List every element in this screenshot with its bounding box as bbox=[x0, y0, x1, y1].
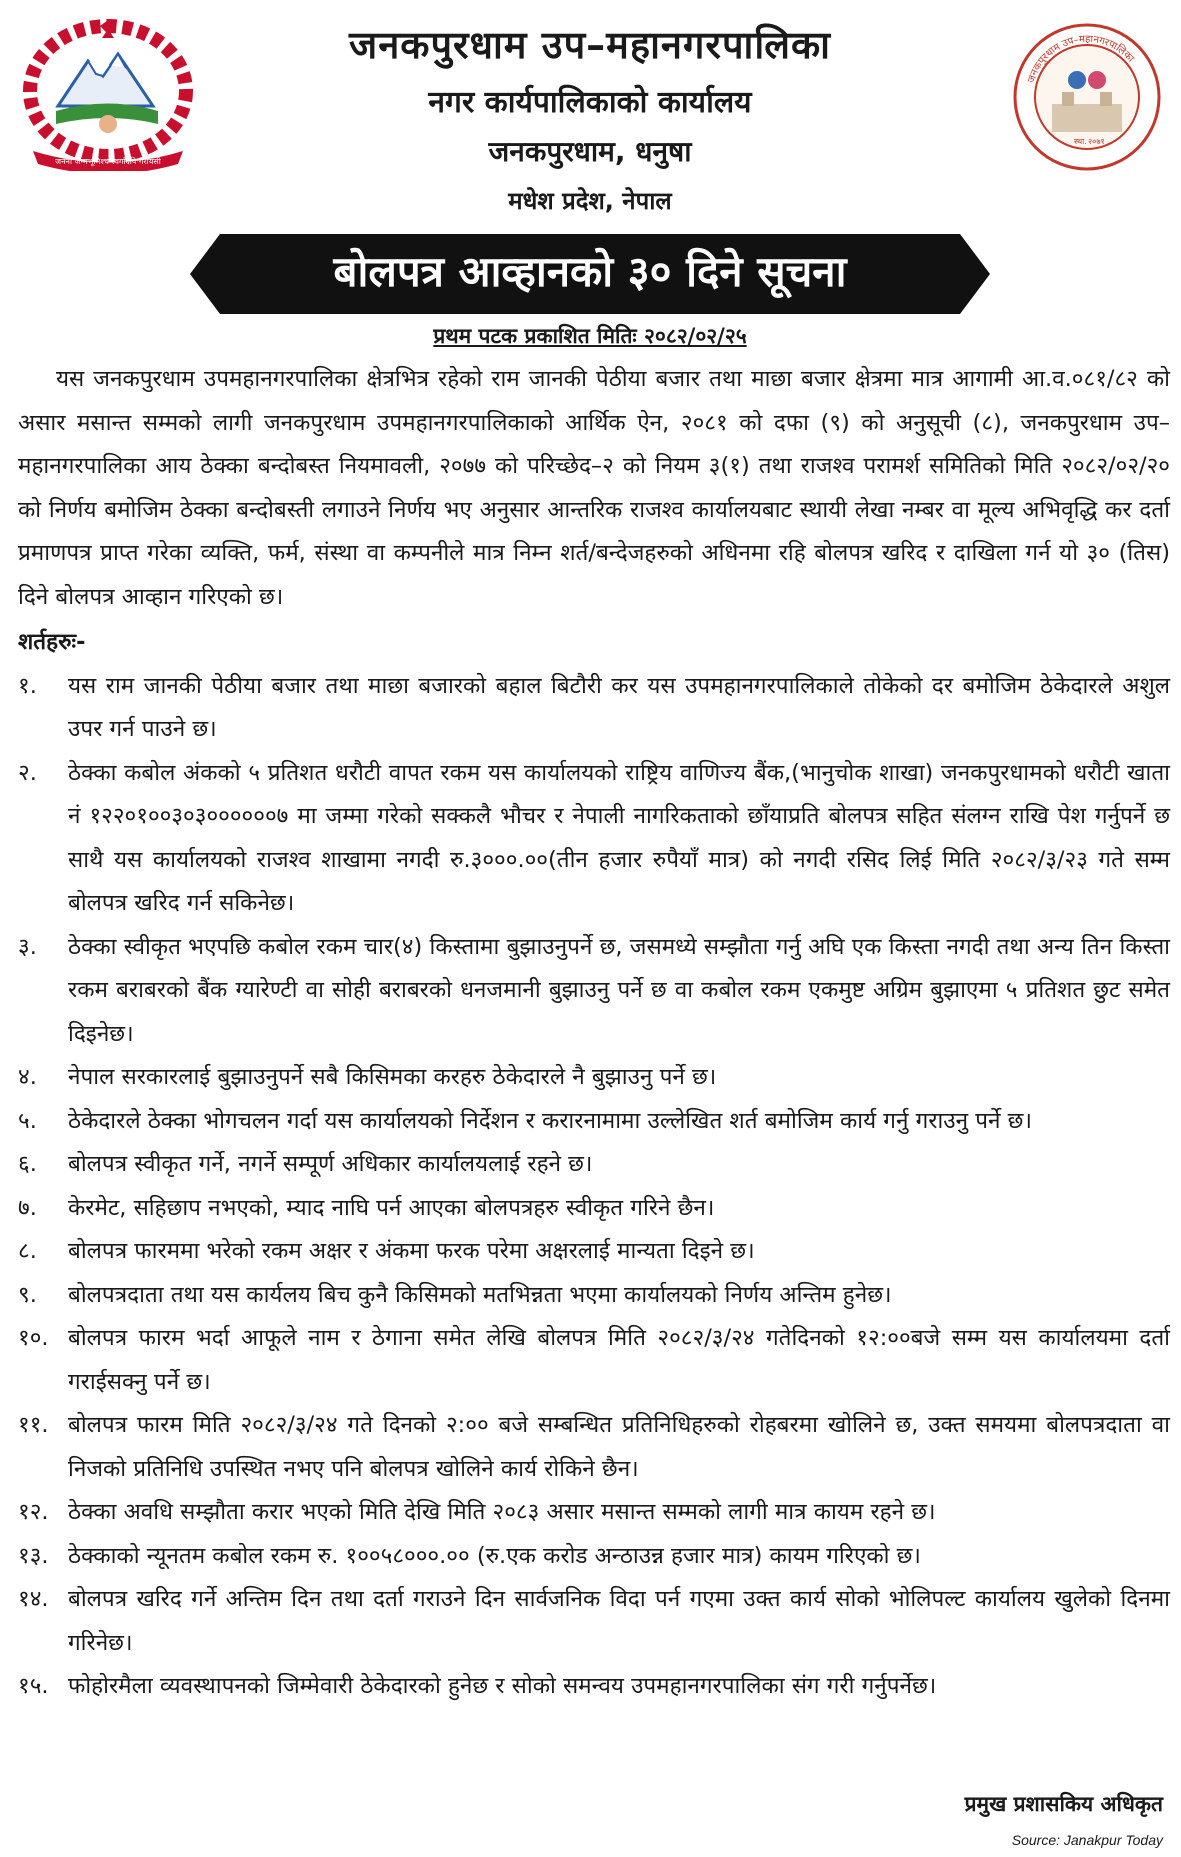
svg-text:स्था.: स्था. bbox=[1074, 137, 1087, 146]
office-location: जनकपुरधाम, धनुषा bbox=[488, 135, 692, 168]
list-item: ५. ठेकेदारले ठेक्का भोगचलन गर्दा यस कार्यालयको निर्देशन र करारनामामा उल्लेखित शर्त बमोजिम कार्य गर्नु गराउनु पर्ने छ। bbox=[18, 1107, 1032, 1134]
list-item: १४. बोलपत्र खरिद गर्ने अन्तिम दिन तथा दर्ता गराउने दिन सार्वजनिक विदा पर्न गएमा उक्त कार्य सोको भोलिपल्ट कार्यालय खुलेको दिनमा गरिनेछ। bbox=[18, 1586, 1170, 1656]
published-date: प्रथम पटक प्रकाशित मितिः २०८२/०२/२५ bbox=[433, 324, 747, 348]
list-item: ७. केरमेट, सहिछाप नभएको, म्याद नाघि पर्न आएका बोलपत्रहरु स्वीकृत गरिने छैन। bbox=[18, 1194, 715, 1221]
municipality-title: जनकपुरधाम उप–महानगरपालिका bbox=[349, 23, 831, 67]
intro-paragraph: यस जनकपुरधाम उपमहानगरपालिका क्षेत्रभित्र रहेको राम जानकी पेठीया बजार तथा माछा बजार क्षेत्रमा मात्र आगामी आ.व.०८१/८२ को असार मसान्त सम्मको लागी जनकपुरधाम उपमहानगरपालिकाको आर्थिक ऐन, २०८१ को दफा (९) को अनुसूची (८), जनकपुरधाम उप–महानगरपालिका आय ठेक्का बन्दोबस्त नियमावली, २०७७ को परिच्छेद–२ को नियम ३(१) तथा राजश्व परामर्श समितिको मिति २०८२/०२/२० को निर्णय बमोजिम ठेक्का बन्दोबस्ती लगाउने निर्णय भए अनुसार आन्तरिक राजश्व कार्यालयबाट स्थायी लेखा नम्बर वा मूल्य अभिवृद्धि कर दर्ता प्रमाणपत्र प्राप्त गरेका व्यक्ति, फर्म, संस्था वा कम्पनीले मात्र निम्न शर्त/बन्देजहरुको अधिनमा रहि बोलपत्र खरिद र दाखिला गर्न यो ३० (तिस) दिने बोलपत्र आव्हान गरिएको छ। bbox=[18, 366, 1170, 610]
list-item: १५. फोहोरमैला व्यवस्थापनको जिम्मेवारी ठेकेदारको हुनेछ र सोको समन्वय उपमहानगरपालिका संग गरी गर्नुपर्नेछ। bbox=[18, 1673, 937, 1699]
list-item: १२. ठेक्का अवधि सम्झौता करार भएको मिति देखि मिति २०८३ असार मसान्त सम्मको लागी मात्र कायम रहने छ। bbox=[18, 1499, 936, 1525]
terms-list bbox=[18, 665, 1170, 1709]
list-item: ४. नेपाल सरकारलाई बुझाउनुपर्ने सबै किसिमका करहरु ठेकेदारले नै बुझाउनु पर्ने छ। bbox=[18, 1064, 717, 1090]
list-item: १३. ठेक्काको न्यूनतम कबोल रकम रु. १००५८०००.०० (रु.एक करोड अन्ठाउन्न हजार मात्र) कायम गरिएको छ। bbox=[18, 1542, 921, 1569]
list-item: ९. बोलपत्रदाता तथा यस कार्यलय बिच कुनै किसिमको मतभिन्नता भएमा कार्यालयको निर्णय अन्तिम हुनेछ। bbox=[18, 1281, 892, 1308]
office-name: नगर कार्यपालिकाको कार्यालय bbox=[428, 85, 752, 120]
notice-body bbox=[18, 358, 1170, 1709]
source-credit: Source: Janakpur Today bbox=[1011, 1832, 1163, 1848]
signatory-title: प्रमुख प्रशासकिय अधिकृत bbox=[964, 1792, 1163, 1816]
nepal-emblem-icon bbox=[18, 16, 198, 171]
svg-text:जनकपुरधाम उप–महानगरपालिका: जनकपुरधाम उप–महानगरपालिका bbox=[1026, 33, 1136, 85]
notice-title: बोलपत्र आव्हानको ३० दिने सूचना bbox=[333, 247, 847, 296]
list-item: ६. बोलपत्र स्वीकृत गर्ने, नगर्ने सम्पूर्ण अधिकार कार्यालयलाई रहने छ। bbox=[18, 1151, 593, 1177]
list-item: ११. बोलपत्र फारम मिति २०८२/३/२४ गते दिनको २:०० बजे सम्बन्धित प्रतिनिधिहरुको रोहबरमा खोलिने छ, उक्त समयमा बोलपत्रदाता वा निजको प्रतिनिधि उपस्थित नभए पनि बोलपत्र खोलिने कार्य रोकिने छैन। bbox=[18, 1412, 1170, 1482]
svg-text:२०७१: २०७१ bbox=[1088, 137, 1105, 146]
list-item: १०. बोलपत्र फारम भर्दा आफूले नाम र ठेगाना समेत लेखि बोलपत्र मिति २०८२/३/२४ गतेदिनको १२:००बजे सम्म यस कार्यालयमा दर्ता गराईसक्नु पर्ने छ। bbox=[18, 1325, 1170, 1395]
list-item: १. यस राम जानकी पेठीया बजार तथा माछा बजारको बहाल बिटौरी कर यस उपमहानगरपालिकाले तोकेको दर बमोजिम ठेकेदारले अशुल उपर गर्न पाउने छ। bbox=[18, 672, 1170, 742]
svg-text:जननी जन्मभूमिश्च स्वर्गादपि गर: जननी जन्मभूमिश्च स्वर्गादपि गरीयसी bbox=[55, 157, 161, 166]
terms-heading: शर्तहरुः- bbox=[18, 629, 86, 655]
list-item: २. ठेक्का कबोल अंकको ५ प्रतिशत धरौटी वापत रकम यस कार्यालयको राष्ट्रिय वाणिज्य बैंक,(भानुचोक शाखा) जनकपुरधामको धरौटी खाता नं १२२०१००३०३००००००७ मा जम्मा गरेको सक्कलै भौचर र नेपाली नागरिकताको छाँयाप्रति बोलपत्र सहित संलग्न राखि पेश गर्नुपर्ने छ साथै यस कार्यालयको राजश्व शाखामा नगदी रु.३०००.००(तीन हजार रुपैयाँ मात्र) को नगदी रसिद लिई मिति २०८२/३/२३ गते सम्म बोलपत्र खरिद गर्न सकिनेछ। bbox=[18, 759, 1170, 916]
municipality-seal-icon bbox=[1012, 22, 1162, 172]
list-item: ३. ठेक्का स्वीकृत भएपछि कबोल रकम चार(४) किस्तामा बुझाउनुपर्ने छ, जसमध्ये सम्झौता गर्नु अघि एक किस्ता नगदी तथा अन्य तिन किस्ता रकम बराबरको बैंक ग्यारेण्टी वा सोही बराबरको धनजमानी बुझाउनु पर्ने छ वा कबोल रकम एकमुष्ट अग्रिम बुझाएमा ५ प्रतिशत छुट समेत दिइनेछ। bbox=[18, 933, 1170, 1047]
list-item: ८. बोलपत्र फारममा भरेको रकम अक्षर र अंकमा फरक परेमा अक्षरलाई मान्यता दिइने छ। bbox=[18, 1238, 755, 1264]
province-name: मधेश प्रदेश, नेपाल bbox=[508, 187, 672, 215]
